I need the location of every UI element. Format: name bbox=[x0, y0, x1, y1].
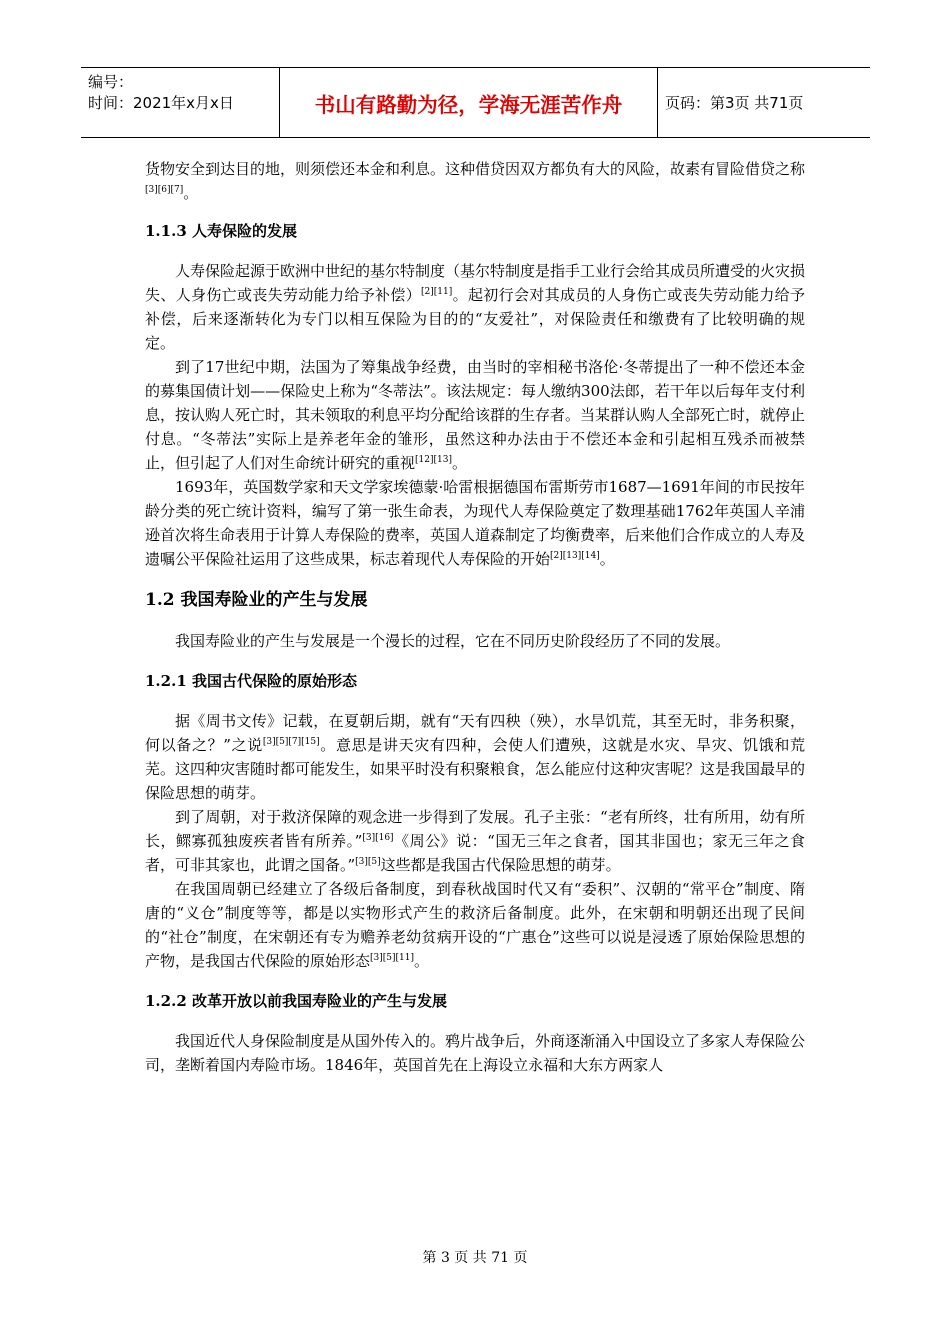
paragraph-text: 《周公》说：“国无三年之食者，国其非国也；家无三年之食者，可非其家也，此谓之国备。” bbox=[145, 832, 806, 874]
footer-page-number: 第 3 页 共 71 页 bbox=[422, 1250, 528, 1266]
citation: [3][6][7] bbox=[145, 185, 184, 195]
paragraph bbox=[145, 259, 805, 355]
section-heading-1-1-3: 1.1.3 人寿保险的发展 bbox=[145, 222, 297, 240]
paragraph-text: 货物安全到达目的地，则须偿还本金和利息。这种借贷因双方都负有大的风险，故素有冒险借贷之称 bbox=[145, 160, 806, 178]
section-heading-1-2-2: 1.2.2 改革开放以前我国寿险业的产生与发展 bbox=[145, 992, 447, 1010]
paragraph bbox=[145, 805, 805, 877]
paragraph-text: 。 bbox=[451, 454, 467, 472]
section-heading-1-2: 1.2 我国寿险业的产生与发展 bbox=[145, 590, 368, 610]
number-label: 编号： bbox=[88, 73, 134, 91]
paragraph-text: 到了17世纪中期，法国为了筹集战争经费，由当时的宰相秘书洛伦·冬蒂提出了一种不偿还本金的募集国债计划——保险史上称为“冬蒂法”。该法规定：每人缴纳300法郎，若干年以后每年支付利息，按认购人死亡时，其未领取的利息平均分配给该群的生存者。当某群认购人全部死亡时，就停止付息。“冬蒂法”实际上是养老年金的雏形，虽然这种办法由于不偿还本金和引起相互残杀而被禁止，但引起了人们对生命统计研究的重视 bbox=[145, 358, 806, 472]
page-header bbox=[81, 67, 870, 138]
paragraph bbox=[145, 1029, 805, 1077]
document-body bbox=[145, 157, 805, 1077]
paragraph-text: 1693年，英国数学家和天文学家埃德蒙·哈雷根据德国布雷斯劳市1687—1691年间的市民按年龄分类的死亡统计资料，编写了第一张生命表，为现代人寿保险奠定了数理基础1762年英国人辛浦逊首次将生命表用于计算人寿保险的费率，英国人道森制定了均衡费率，后来他们合作成立的人寿及遗嘱公平保险社运用了这些成果，标志着现代人寿保险的开始 bbox=[145, 478, 806, 568]
paragraph-text: 。 bbox=[599, 550, 615, 568]
citation: [3][5][7][15] bbox=[262, 737, 320, 747]
page-footer bbox=[0, 1247, 950, 1267]
time-label: 时间：2021年x月x日 bbox=[88, 94, 234, 112]
header-meta-cell bbox=[81, 68, 280, 137]
citation: [3][16] bbox=[362, 833, 394, 843]
citation: [3][5] bbox=[355, 857, 381, 867]
paragraph-text: 我国近代人身保险制度是从国外传入的。鸦片战争后，外商逐渐涌入中国设立了多家人寿保险公司，垄断着国内寿险市场。1846年，英国首先在上海设立永福和大东方两家人 bbox=[145, 1032, 806, 1074]
citation: [2][13][14] bbox=[550, 551, 600, 561]
paragraph bbox=[145, 157, 805, 205]
header-motto-cell bbox=[280, 68, 658, 137]
paragraph bbox=[145, 709, 805, 805]
paragraph-text: 到了周朝，对于救济保障的观念进一步得到了发展。孔子主张：“老有所终，壮有所用，幼有所长，鳏寡孤独废疾者皆有所养。” bbox=[145, 808, 805, 850]
paragraph-text: 在我国周朝已经建立了各级后备制度，到春秋战国时代又有“委积”、汉朝的“常平仓”制度、隋唐的“义仓”制度等等，都是以实物形式产生的救济后备制度。此外，在宋朝和明朝还出现了民间的“社仓”制度，在宋朝还有专为赡养老幼贫病开设的“广惠仓”这些可以说是浸透了原始保险思想的产物，是我国古代保险的原始形态 bbox=[145, 880, 805, 970]
paragraph-text: 这些都是我国古代保险思想的萌芽。 bbox=[380, 856, 621, 874]
section-heading-1-2-1: 1.2.1 我国古代保险的原始形态 bbox=[145, 672, 357, 690]
paragraph-text: 据《周书文传》记载，在夏朝后期，就有“天有四秧（殃），水旱饥荒，其至无时，非务积聚，何以备之？”之说 bbox=[145, 712, 805, 754]
paragraph-text: 。 bbox=[183, 184, 199, 202]
paragraph-text: 。意思是讲天灾有四种，会使人们遭殃，这就是水灾、旱灾、饥饿和荒芜。这四种灾害随时都可能发生，如果平时没有积聚粮食，怎么能应付这种灾害呢？这是我国最早的保险思想的萌芽。 bbox=[145, 736, 806, 802]
paragraph-text: 人寿保险起源于欧洲中世纪的基尔特制度（基尔特制度是指手工业行会给其成员所遭受的火灾损失、人身伤亡或丧失劳动能力给予补偿） bbox=[145, 262, 806, 304]
header-page-cell bbox=[658, 68, 870, 137]
paragraph bbox=[145, 355, 805, 475]
citation: [3][5][11] bbox=[370, 953, 414, 963]
paragraph-text: 。 bbox=[414, 952, 430, 970]
paragraph bbox=[145, 629, 805, 653]
motto-text: 书山有路勤为径，学海无涯苦作舟 bbox=[314, 92, 623, 117]
citation: [12][13] bbox=[415, 455, 452, 465]
paragraph bbox=[145, 877, 805, 973]
paragraph-text: 我国寿险业的产生与发展是一个漫长的过程，它在不同历史阶段经历了不同的发展。 bbox=[175, 632, 731, 650]
page-info: 页码：第3页 共71页 bbox=[665, 94, 804, 112]
paragraph-text: 。起初行会对其成员的人身伤亡或丧失劳动能力给予补偿，后来逐渐转化为专门以相互保险为目的的“友爱社”，对保险责任和缴费有了比较明确的规定。 bbox=[145, 286, 805, 352]
citation: [2][11] bbox=[421, 287, 453, 297]
paragraph bbox=[145, 475, 805, 571]
